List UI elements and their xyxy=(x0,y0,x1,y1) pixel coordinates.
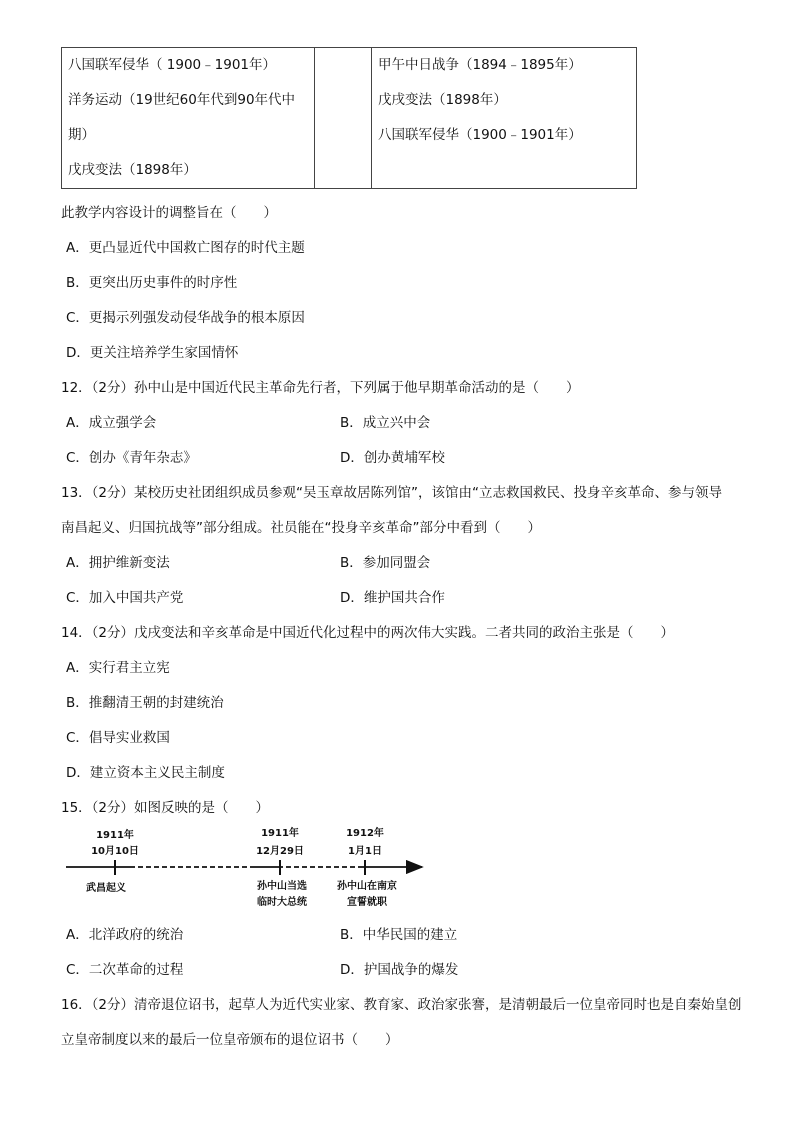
q11-option-c[interactable]: C．更揭示列强发动侵华战争的根本原因 xyxy=(66,310,305,326)
q14-option-b[interactable]: B．推翻清王朝的封建统治 xyxy=(66,695,224,711)
q13-option-a[interactable]: A．拥护维新变法 xyxy=(66,555,170,571)
timeline-date: 10月10日 xyxy=(91,846,139,857)
table-left-line: 戊戌变法（1898年） xyxy=(68,162,197,178)
table-right-line: 戊戌变法（1898年） xyxy=(378,92,507,108)
timeline-event-label: 武昌起义 xyxy=(86,883,126,894)
q12-option-d[interactable]: D．创办黄埔军校 xyxy=(340,450,445,466)
q11-option-d[interactable]: D．更关注培养学生家国情怀 xyxy=(66,345,239,361)
q11-stem: 此教学内容设计的调整旨在（ ） xyxy=(61,205,277,221)
table-left-cell xyxy=(62,48,315,189)
table-right-line: 甲午中日战争（1894﹣1895年） xyxy=(378,57,582,73)
q16-stem-line2: 立皇帝制度以来的最后一位皇帝颁布的退位诏书（ ） xyxy=(61,1032,399,1048)
table-middle-cell xyxy=(315,48,372,189)
q14-option-c[interactable]: C．倡导实业救国 xyxy=(66,730,170,746)
timeline-event-label: 临时大总统 xyxy=(257,897,307,908)
timeline-date: 12月29日 xyxy=(256,846,304,857)
q12-stem: 12．（2分）孙中山是中国近代民主革命先行者，下列属于他早期革命活动的是（ ） xyxy=(61,380,580,396)
q13-stem-line2: 南昌起义、归国抗战等”部分组成。社员能在“投身辛亥革命”部分中看到（ ） xyxy=(61,520,541,536)
table-left-line: 八国联军侵华（ 1900﹣1901年） xyxy=(68,57,277,73)
q13-option-b[interactable]: B．参加同盟会 xyxy=(340,555,431,571)
q13-option-c[interactable]: C．加入中国共产党 xyxy=(66,590,184,606)
q13-stem-line1: 13．（2分）某校历史社团组织成员参观“吴玉章故居陈列馆”，该馆由“立志救国救民、投身辛亥革命、参与领导 xyxy=(61,485,722,501)
q16-stem-line1: 16．（2分）清帝退位诏书，起草人为近代实业家、教育家、政治家张謇，是清朝最后一位皇帝同时也是自秦始皇创 xyxy=(61,997,742,1013)
timeline-year: 1912年 xyxy=(346,828,384,839)
table-right-cell xyxy=(372,48,637,189)
q15-stem: 15．（2分）如图反映的是（ ） xyxy=(61,800,270,816)
q15-option-b[interactable]: B．中华民国的建立 xyxy=(340,927,458,943)
timeline-year: 1911年 xyxy=(96,830,134,841)
timeline-event-label: 孙中山在南京 xyxy=(337,881,397,892)
q13-option-d[interactable]: D．维护国共合作 xyxy=(340,590,445,606)
timeline-date: 1月1日 xyxy=(348,846,382,857)
timeline-year: 1911年 xyxy=(261,828,299,839)
q15-option-c[interactable]: C．二次革命的过程 xyxy=(66,962,184,978)
q12-option-b[interactable]: B．成立兴中会 xyxy=(340,415,431,431)
q15-option-d[interactable]: D．护国战争的爆发 xyxy=(340,962,459,978)
q11-option-a[interactable]: A．更凸显近代中国救亡图存的时代主题 xyxy=(66,240,305,256)
table-right-line: 八国联军侵华（1900﹣1901年） xyxy=(378,127,582,143)
q14-option-d[interactable]: D．建立资本主义民主制度 xyxy=(66,765,225,781)
table-left-line: 洋务运动（19世纪60年代到90年代中 xyxy=(68,92,296,108)
events-comparison-table xyxy=(61,47,637,189)
timeline-event-label: 宣誓就职 xyxy=(347,897,387,908)
q14-option-a[interactable]: A．实行君主立宪 xyxy=(66,660,170,676)
timeline-figure xyxy=(62,825,442,915)
q14-stem: 14．（2分）戊戌变法和辛亥革命是中国近代化过程中的两次伟大实践。二者共同的政治主张是（ ） xyxy=(61,625,675,641)
q15-option-a[interactable]: A．北洋政府的统治 xyxy=(66,927,184,943)
q11-option-b[interactable]: B．更突出历史事件的时序性 xyxy=(66,275,238,291)
q12-option-c[interactable]: C．创办《青年杂志》 xyxy=(66,450,197,466)
table-left-line: 期） xyxy=(68,127,95,143)
timeline-event-label: 孙中山当选 xyxy=(257,881,307,892)
q12-option-a[interactable]: A．成立强学会 xyxy=(66,415,157,431)
